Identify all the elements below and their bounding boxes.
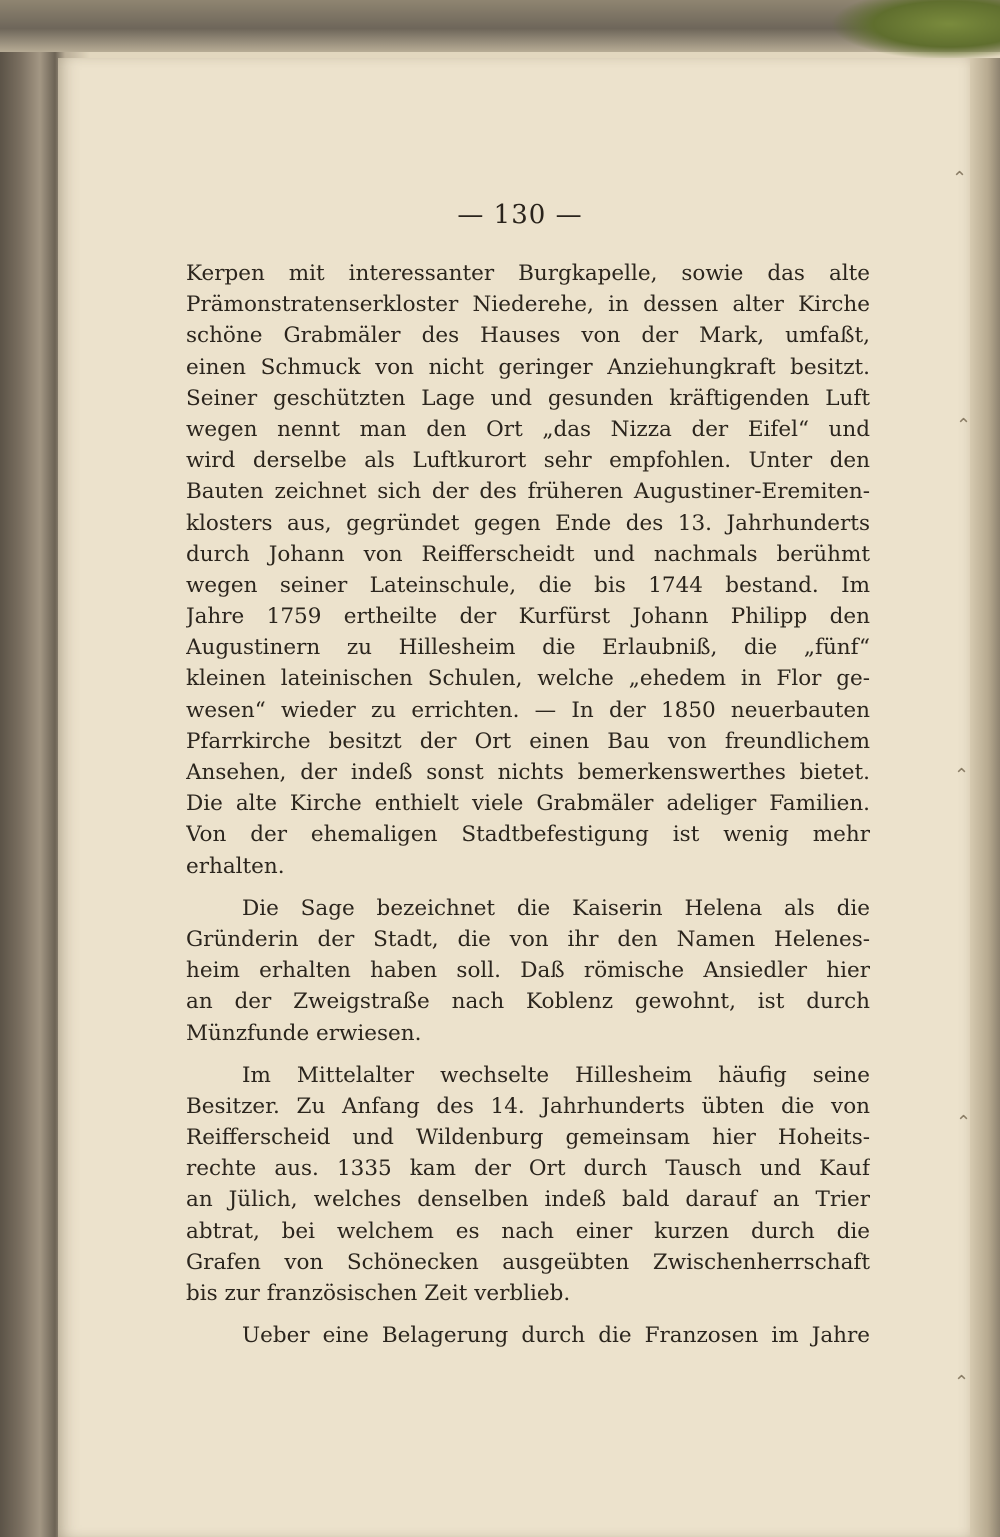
text-line: erhalten. [186,853,285,879]
text-line: Im Mittelalter wechselte Hillesheim häufig seine [242,1062,870,1088]
text-line: klosters aus, gegründet gegen Ende des 13. Jahrhunderts [186,510,870,536]
text-line: Gründerin der Stadt, die von ihr den Namen Helenes- [186,926,870,952]
margin-mark: ⌃ [954,1372,970,1393]
text-line: wegen seiner Lateinschule, die bis 1744 bestand. Im [186,572,870,598]
text-line: durch Johann von Reifferscheidt und nachmals berühmt [186,541,870,567]
text-line: Prämonstratenserkloster Niederehe, in dessen alter Kirche [186,292,870,318]
text-line: wird derselbe als Luftkurort sehr empfohlen. Unter den [186,448,870,474]
text-line: wegen nennt man den Ort „das Nizza der Eifel“ und [186,416,870,442]
text-line: Seiner geschützten Lage und gesunden kräftigenden Luft [186,385,870,411]
text-line: Grafen von Schönecken ausgeübten Zwischenherrschaft [186,1249,870,1275]
page-edge-right [970,58,1000,1537]
text-line: Ueber eine Belagerung durch die Franzosen im Jahre [242,1323,870,1349]
margin-mark: ⌃ [952,168,968,189]
body-text [186,258,870,1351]
margin-mark: ⌃ [956,415,972,436]
margin-mark: ⌃ [954,765,970,786]
text-line: schöne Grabmäler des Hauses von der Mark, umfaßt, [186,323,870,349]
text-line: an Jülich, welches denselben indeß bald darauf an Trier [186,1187,870,1213]
text-line: Von der ehemaligen Stadtbefestigung ist wenig mehr [186,822,870,848]
text-line: Pfarrkirche besitzt der Ort einen Bau von freundlichem [186,728,870,754]
text-line: Die alte Kirche enthielt viele Grabmäler adeliger Familien. [186,791,870,817]
text-line: rechte aus. 1335 kam der Ort durch Tausch und Kauf [186,1156,870,1182]
text-line: Reifferscheid und Wildenburg gemeinsam hier Hoheits- [186,1125,870,1151]
paragraph [186,1060,870,1310]
text-line: einen Schmuck von nicht geringer Anziehungkraft besitzt. [186,354,870,380]
text-line: Ansehen, der indeß sonst nichts bemerkenswerthes bietet. [186,760,870,785]
pressed-leaf [830,0,1000,60]
text-line: Augustinern zu Hillesheim die Erlaubniß, die „fünf“ [186,635,870,661]
text-line: Kerpen mit interessanter Burgkapelle, sowie das alte [186,261,870,286]
text-line: Bauten zeichnet sich der des früheren Augustiner-Eremiten- [186,479,870,505]
margin-mark: ⌃ [956,1112,972,1133]
paragraph [186,893,870,1049]
text-line: Die Sage bezeichnet die Kaiserin Helena als die [242,895,870,921]
text-line: wesen“ wieder zu errichten. — In der 1850 neuerbauten [186,697,870,723]
text-line: Münzfunde erwiesen. [186,1020,422,1046]
text-line: bis zur französischen Zeit verblieb. [186,1281,571,1306]
page-number: — 130 — [457,200,583,230]
paragraph [186,1320,870,1351]
text-line: heim erhalten haben soll. Daß römische Ansiedler hier [186,958,870,984]
text-line: Jahre 1759 ertheilte der Kurfürst Johann Philipp den [186,604,870,630]
paragraph [186,258,870,882]
text-line: Besitzer. Zu Anfang des 14. Jahrhunderts übten die von [186,1093,870,1119]
text-line: kleinen lateinischen Schulen, welche „ehedem in Flor ge- [186,666,870,692]
text-line: an der Zweigstraße nach Koblenz gewohnt, ist durch [186,989,870,1015]
text-line: abtrat, bei welchem es nach einer kurzen durch die [186,1218,870,1244]
